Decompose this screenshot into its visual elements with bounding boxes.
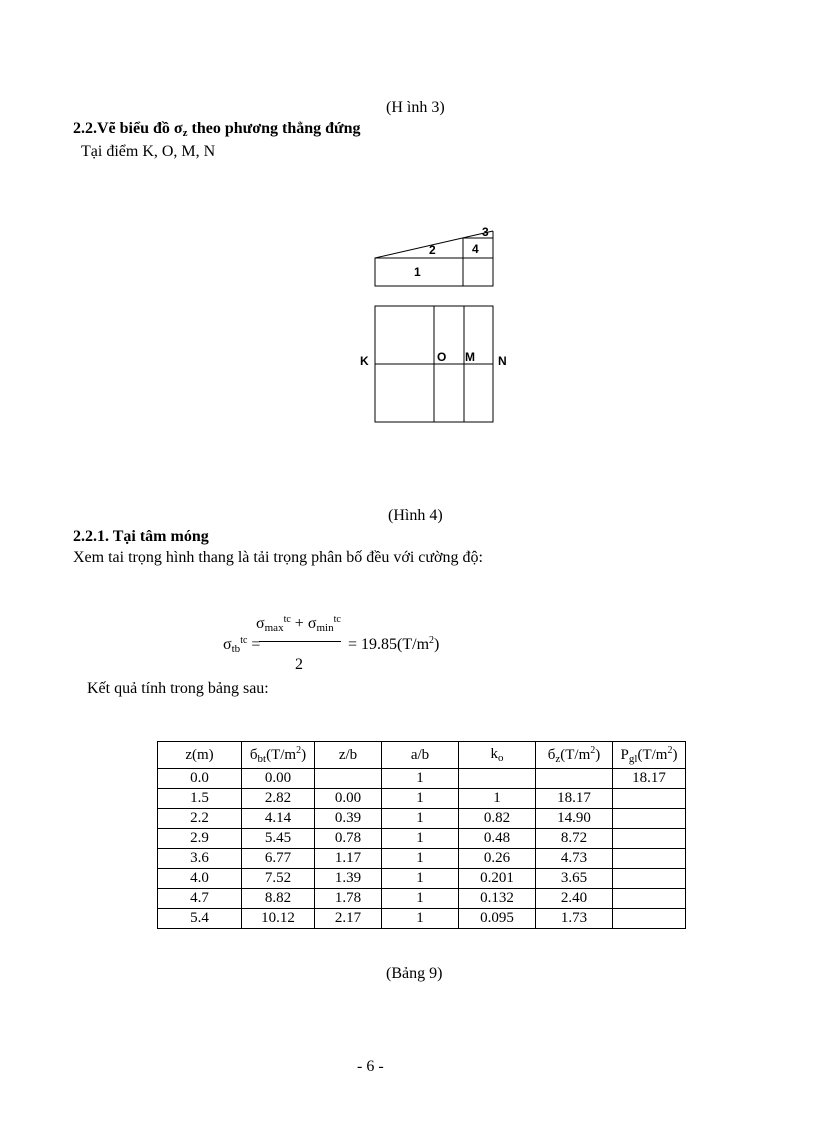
table-cell: 8.82 (242, 889, 315, 909)
formula-num-sigma2: σ (307, 615, 317, 632)
table-cell: 8.72 (536, 829, 613, 849)
table-cell (315, 769, 382, 789)
formula-lhs-sub: tb (231, 643, 241, 655)
table-cell: 1 (382, 909, 459, 929)
table-cell: 1 (382, 789, 459, 809)
formula-num-sub2: min (316, 622, 334, 634)
table-row (158, 869, 686, 889)
section-heading (73, 120, 361, 139)
table-intro: Kết quả tính trong bảng sau: (87, 680, 269, 697)
table-cell: 3.65 (536, 869, 613, 889)
table-cell (613, 829, 686, 849)
table-cell: 2.82 (242, 789, 315, 809)
intro-text: Xem tai trọng hình thang là tải trọng phân bố đều với cường độ: (73, 549, 483, 566)
table-cell: 4.7 (158, 889, 242, 909)
region-label-1: 1 (414, 265, 421, 279)
region-label-2: 2 (429, 243, 436, 257)
formula-plus: + (290, 615, 308, 632)
table-cell: 1.5 (158, 789, 242, 809)
formula-lhs-sup: tc (240, 635, 248, 646)
column-header-close: ) (301, 747, 307, 763)
table-cell: 0.82 (459, 809, 536, 829)
table-cell: 4.0 (158, 869, 242, 889)
table-cell: 2.40 (536, 889, 613, 909)
table-cell: 14.90 (536, 809, 613, 829)
column-header-main: k (490, 746, 498, 762)
table-cell: 2.9 (158, 829, 242, 849)
formula-lhs (223, 635, 260, 655)
table-cell: 0.00 (315, 789, 382, 809)
table-row (158, 829, 686, 849)
table-cell: 1 (382, 849, 459, 869)
table-cell: 1 (382, 829, 459, 849)
table-cell: 1.78 (315, 889, 382, 909)
column-header-main: z(m) (185, 746, 214, 763)
table-cell (536, 769, 613, 789)
table-cell (613, 789, 686, 809)
point-label-m: M (465, 350, 475, 364)
column-header-sub: gl (628, 753, 638, 765)
formula-num-sup2: tc (333, 614, 341, 625)
table-cell: 1 (382, 769, 459, 789)
section-heading-subscript: z (182, 127, 188, 139)
table-cell: 0.26 (459, 849, 536, 869)
formula-result (348, 635, 439, 654)
table-cell: 1 (382, 889, 459, 909)
table-cell: 0.132 (459, 889, 536, 909)
table-cell: 0.0 (158, 769, 242, 789)
table-cell: 5.45 (242, 829, 315, 849)
column-header-rest: (T/m (266, 747, 297, 763)
column-header-sup: 2 (667, 745, 673, 756)
formula-num-sub1: max (264, 622, 284, 634)
formula-lhs-sigma: σ (223, 636, 232, 653)
formula-result-close: ) (434, 636, 440, 653)
points-line: Tại điểm K, O, M, N (81, 143, 216, 160)
section-heading-suffix: theo phương thẳng đứng (187, 120, 361, 137)
column-header (242, 742, 315, 769)
formula-fraction-bar (259, 641, 341, 642)
column-header-sup: 2 (590, 745, 596, 756)
formula-result-sup: 2 (429, 635, 435, 646)
table-cell: 1.17 (315, 849, 382, 869)
point-label-o: O (437, 350, 447, 364)
figure-3-caption: (H ình 3) (386, 99, 445, 116)
load-rect-1 (375, 258, 493, 286)
column-header-sub: bt (257, 753, 267, 765)
table-cell (613, 809, 686, 829)
table-cell: 3.6 (158, 849, 242, 869)
table-cell: 2.17 (315, 909, 382, 929)
table-row (158, 889, 686, 909)
column-header-main: б (547, 747, 556, 763)
column-header-sup: 2 (296, 745, 302, 756)
table-cell: 1.73 (536, 909, 613, 929)
table-cell: 0.201 (459, 869, 536, 889)
table-cell: 5.4 (158, 909, 242, 929)
point-label-k: K (360, 354, 369, 368)
column-header-main: a/b (410, 746, 430, 763)
table-cell: 10.12 (242, 909, 315, 929)
table-row (158, 769, 686, 789)
column-header-sub: o (498, 752, 504, 764)
table-cell: 4.14 (242, 809, 315, 829)
column-header-main: z/b (338, 746, 358, 763)
table-caption: (Bảng 9) (386, 965, 443, 982)
point-label-n: N (498, 354, 507, 368)
table-row (158, 909, 686, 929)
table-row (158, 809, 686, 829)
column-header (315, 742, 382, 769)
table-cell: 18.17 (613, 769, 686, 789)
column-header-close: ) (672, 747, 678, 763)
column-header-sub: z (555, 753, 561, 765)
column-header (536, 742, 613, 769)
table-cell: 1.39 (315, 869, 382, 889)
table-cell: 4.73 (536, 849, 613, 869)
table-cell: 0.78 (315, 829, 382, 849)
formula-num-sigma1: σ (256, 615, 265, 632)
formula-result-text: = 19.85(T/m (348, 636, 430, 653)
table-cell: 7.52 (242, 869, 315, 889)
column-header (613, 742, 686, 769)
column-header (158, 742, 242, 769)
formula-numerator (256, 614, 341, 634)
formula-equals: = (247, 636, 261, 653)
column-header-rest: (T/m (637, 747, 668, 763)
table-cell: 2.2 (158, 809, 242, 829)
table-cell: 1 (459, 789, 536, 809)
column-header-main: б (249, 747, 258, 763)
table-header-row (158, 742, 686, 769)
table-cell (613, 889, 686, 909)
table-row (158, 789, 686, 809)
table-cell: 1 (382, 869, 459, 889)
column-header (459, 742, 536, 769)
table-cell: 18.17 (536, 789, 613, 809)
table-cell: 1 (382, 809, 459, 829)
table-cell (613, 849, 686, 869)
table-cell: 0.39 (315, 809, 382, 829)
table-cell: 6.77 (242, 849, 315, 869)
subsection-heading: 2.2.1. Tại tâm móng (73, 528, 209, 545)
results-table (157, 741, 686, 929)
formula-num-sup1: tc (283, 614, 291, 625)
column-header-main: P (620, 747, 629, 763)
region-label-3: 3 (482, 225, 489, 239)
column-header-close: ) (595, 747, 601, 763)
column-header-rest: (T/m (560, 747, 591, 763)
table-cell: 0.48 (459, 829, 536, 849)
figure-4-caption: (Hình 4) (388, 507, 443, 524)
table-cell: 0.00 (242, 769, 315, 789)
table-cell (459, 769, 536, 789)
page-number: - 6 - (357, 1058, 384, 1075)
load-diagram (350, 215, 530, 430)
section-heading-prefix: 2.2.Vẽ biểu đồ σ (73, 120, 183, 137)
formula-denominator: 2 (295, 656, 303, 673)
table-cell (613, 909, 686, 929)
table-row (158, 849, 686, 869)
column-header (382, 742, 459, 769)
region-label-4: 4 (472, 242, 479, 256)
table-cell: 0.095 (459, 909, 536, 929)
table-cell (613, 869, 686, 889)
